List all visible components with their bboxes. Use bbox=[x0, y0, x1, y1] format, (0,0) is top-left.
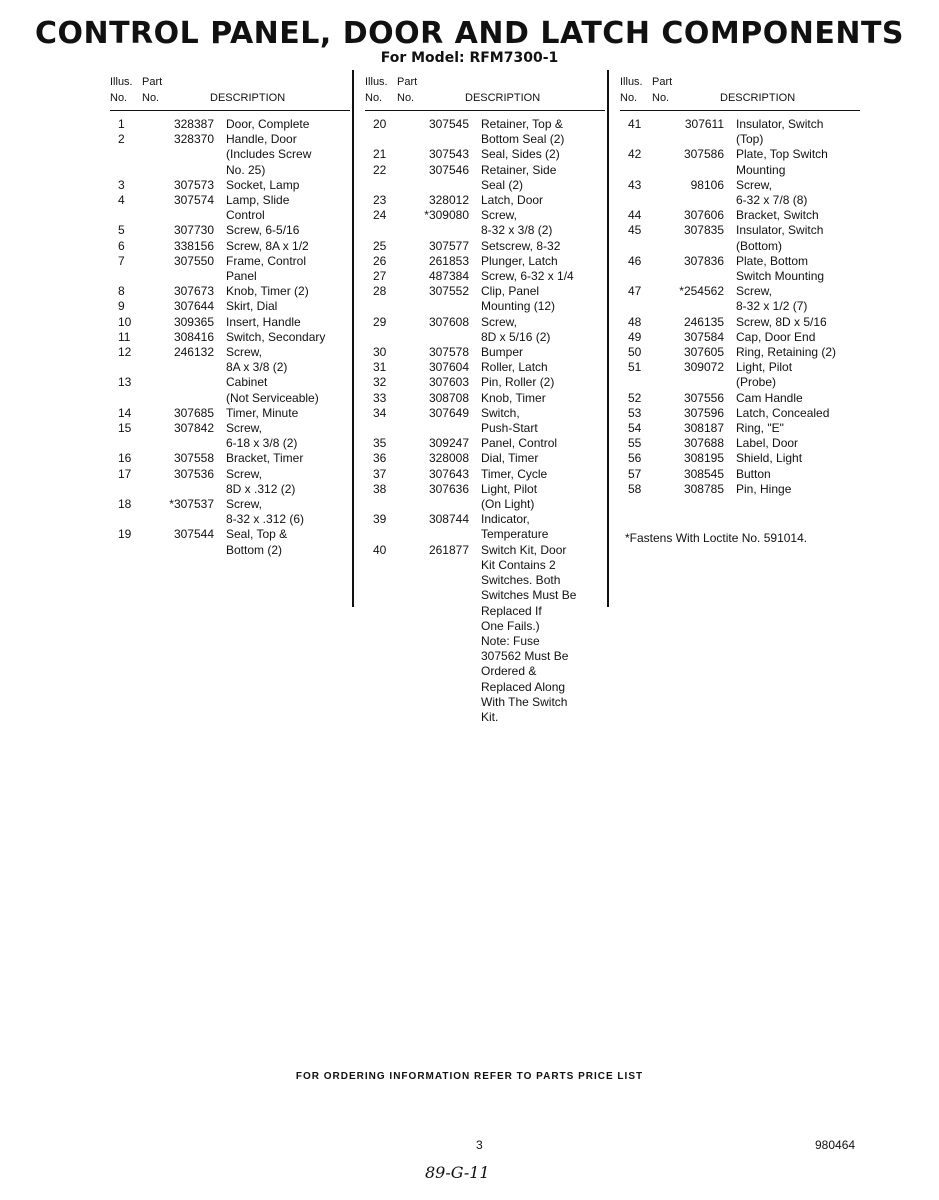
part-number: 307546 bbox=[428, 162, 469, 177]
part-number: 308416 bbox=[173, 329, 214, 344]
illus-number: 56 bbox=[628, 451, 642, 466]
table-row bbox=[620, 178, 860, 208]
part-number: 328370 bbox=[173, 132, 214, 147]
part-description: Retainer, Side Seal (2) bbox=[481, 162, 557, 192]
part-description: Screw, 8D x .312 (2) bbox=[226, 466, 296, 496]
part-number: 307550 bbox=[173, 253, 214, 268]
part-number: 307608 bbox=[428, 314, 469, 329]
illus-number: 7 bbox=[118, 253, 125, 268]
header-illus: Illus. bbox=[620, 76, 643, 88]
part-description: Screw, 8-32 x .312 (6) bbox=[226, 497, 305, 527]
part-description: Screw, 8A x 1/2 bbox=[226, 238, 309, 253]
part-number: 307544 bbox=[173, 527, 214, 542]
part-number: 307606 bbox=[683, 208, 724, 223]
part-number: 307577 bbox=[428, 238, 469, 253]
table-row bbox=[110, 239, 350, 254]
table-row bbox=[110, 330, 350, 345]
part-number: 307836 bbox=[683, 253, 724, 268]
illus-number: 8 bbox=[118, 284, 125, 299]
illus-number: 31 bbox=[373, 360, 387, 375]
part-description: Skirt, Dial bbox=[226, 299, 278, 314]
illus-number: 5 bbox=[118, 223, 125, 238]
table-row bbox=[620, 421, 860, 436]
illus-number: 51 bbox=[628, 360, 642, 375]
part-number: 307835 bbox=[683, 223, 724, 238]
part-number: *309080 bbox=[424, 208, 469, 223]
column-header bbox=[110, 72, 350, 111]
illus-number: 44 bbox=[628, 208, 642, 223]
part-number: 307596 bbox=[683, 405, 724, 420]
part-description: Screw, 6-18 x 3/8 (2) bbox=[226, 421, 298, 451]
parts-rows bbox=[365, 117, 605, 725]
part-number: 309247 bbox=[428, 436, 469, 451]
illus-number: 53 bbox=[628, 405, 642, 420]
table-row bbox=[620, 330, 860, 345]
part-description: Cap, Door End bbox=[736, 329, 816, 344]
illus-number: 23 bbox=[373, 193, 387, 208]
part-number: 307611 bbox=[684, 117, 724, 131]
illus-number: 42 bbox=[628, 147, 642, 162]
part-number: 307673 bbox=[173, 284, 214, 299]
table-row bbox=[620, 360, 860, 390]
part-number: 98106 bbox=[690, 177, 724, 192]
illus-number: 29 bbox=[373, 314, 387, 329]
part-number: 261853 bbox=[428, 253, 469, 268]
illus-number: 17 bbox=[118, 466, 132, 481]
part-number: 309365 bbox=[173, 314, 214, 329]
illus-number: 25 bbox=[373, 238, 387, 253]
page-number: 3 bbox=[476, 1138, 483, 1152]
illus-number: 9 bbox=[118, 299, 125, 314]
part-number: 307688 bbox=[683, 436, 724, 451]
table-row bbox=[110, 421, 350, 451]
part-description: Screw, 6-32 x 1/4 bbox=[481, 269, 574, 284]
part-number: 307574 bbox=[173, 193, 214, 208]
table-row bbox=[620, 406, 860, 421]
part-description: Screw, 8D x 5/16 bbox=[736, 314, 827, 329]
illus-number: 35 bbox=[373, 436, 387, 451]
table-row bbox=[110, 132, 350, 178]
part-number: 328387 bbox=[173, 117, 214, 131]
part-description: Ring, "E" bbox=[736, 421, 784, 436]
table-row bbox=[365, 284, 605, 314]
part-description: Screw, 8A x 3/8 (2) bbox=[226, 345, 288, 375]
illus-number: 16 bbox=[118, 451, 132, 466]
part-description: Plate, Top Switch Mounting bbox=[736, 147, 828, 177]
table-row bbox=[110, 178, 350, 193]
illus-number: 10 bbox=[118, 314, 132, 329]
part-description: Insulator, Switch (Top) bbox=[736, 117, 824, 147]
parts-column-1 bbox=[110, 72, 350, 558]
table-row bbox=[365, 406, 605, 436]
part-description: Seal, Sides (2) bbox=[481, 147, 560, 162]
illus-number: 14 bbox=[118, 405, 132, 420]
part-description: Switch, Secondary bbox=[226, 329, 326, 344]
table-row bbox=[365, 315, 605, 345]
illus-number: 38 bbox=[373, 481, 387, 496]
part-description: Button bbox=[736, 466, 771, 481]
illus-number: 40 bbox=[373, 542, 387, 557]
part-description: Screw, 6-32 x 7/8 (8) bbox=[736, 177, 808, 208]
part-description: Cabinet (Not Serviceable) bbox=[226, 375, 319, 405]
part-number: 246132 bbox=[173, 345, 214, 360]
parts-column-3 bbox=[620, 72, 860, 497]
part-number: 307730 bbox=[173, 223, 214, 238]
table-row bbox=[365, 269, 605, 284]
part-description: Latch, Door bbox=[481, 193, 544, 208]
header-part: Part bbox=[397, 76, 418, 88]
table-row bbox=[620, 284, 860, 314]
table-row bbox=[110, 375, 350, 405]
illus-number: 33 bbox=[373, 390, 387, 405]
part-description: Indicator, Temperature bbox=[481, 512, 549, 542]
part-description: Roller, Latch bbox=[481, 360, 548, 375]
part-description: Light, Pilot (Probe) bbox=[736, 360, 793, 390]
part-description: Bumper bbox=[481, 345, 524, 360]
table-row bbox=[365, 117, 605, 147]
table-row bbox=[110, 406, 350, 421]
table-row bbox=[110, 117, 350, 132]
part-description: Insert, Handle bbox=[226, 314, 301, 329]
illus-number: 46 bbox=[628, 253, 642, 268]
illus-number: 15 bbox=[118, 421, 132, 436]
page-title: CONTROL PANEL, DOOR AND LATCH COMPONENTS bbox=[34, 16, 905, 51]
illus-number: 47 bbox=[628, 284, 642, 299]
illus-number: 27 bbox=[373, 269, 387, 284]
part-description: Switch, Push-Start bbox=[481, 405, 538, 436]
illus-number: 32 bbox=[373, 375, 387, 390]
column-header bbox=[620, 72, 860, 111]
part-number: 487384 bbox=[428, 269, 469, 284]
illus-number: 34 bbox=[373, 405, 387, 420]
table-row bbox=[110, 315, 350, 330]
part-description: Panel, Control bbox=[481, 436, 558, 451]
illus-number: 6 bbox=[118, 238, 125, 253]
header-illus-no: No. bbox=[110, 92, 128, 104]
table-row bbox=[365, 193, 605, 208]
part-description: Ring, Retaining (2) bbox=[736, 345, 837, 360]
table-row bbox=[365, 345, 605, 360]
illus-number: 45 bbox=[628, 223, 642, 238]
header-description: DESCRIPTION bbox=[465, 92, 541, 104]
part-number: 308195 bbox=[683, 451, 724, 466]
illus-number: 52 bbox=[628, 390, 642, 405]
part-description: Dial, Timer bbox=[481, 451, 539, 466]
table-row bbox=[620, 208, 860, 223]
part-description: Cam Handle bbox=[736, 390, 803, 405]
part-number: 307685 bbox=[173, 405, 214, 420]
part-number: *307537 bbox=[169, 497, 214, 512]
part-number: 307649 bbox=[428, 405, 469, 420]
illus-number: 21 bbox=[373, 147, 387, 162]
table-row bbox=[365, 147, 605, 162]
parts-rows bbox=[620, 117, 860, 497]
table-row bbox=[365, 163, 605, 193]
illus-number: 1 bbox=[118, 117, 125, 131]
table-row bbox=[365, 451, 605, 466]
part-description: Handle, Door (Includes Screw No. 25) bbox=[226, 132, 312, 177]
part-number: 307644 bbox=[173, 299, 214, 314]
part-number: 307558 bbox=[173, 451, 214, 466]
part-description: Timer, Cycle bbox=[481, 466, 548, 481]
part-description: Door, Complete bbox=[226, 117, 310, 131]
parts-rows bbox=[110, 117, 350, 558]
table-row bbox=[365, 208, 605, 238]
part-number: 307545 bbox=[428, 117, 469, 131]
part-description: Bracket, Switch bbox=[736, 208, 819, 223]
table-row bbox=[365, 375, 605, 390]
header-illus-no: No. bbox=[365, 92, 383, 104]
part-number: 307552 bbox=[428, 284, 469, 299]
illus-number: 26 bbox=[373, 253, 387, 268]
table-row bbox=[365, 512, 605, 542]
part-description: Latch, Concealed bbox=[736, 405, 830, 420]
illus-number: 41 bbox=[628, 117, 642, 131]
illus-number: 54 bbox=[628, 421, 642, 436]
header-illus: Illus. bbox=[365, 76, 388, 88]
part-number: 307605 bbox=[683, 345, 724, 360]
column-divider bbox=[607, 70, 609, 607]
table-row bbox=[620, 467, 860, 482]
table-row bbox=[110, 284, 350, 299]
part-number: 307543 bbox=[428, 147, 469, 162]
part-description: Switch Kit, Door Kit Contains 2 Switches. Both Switches Must Be Replaced If One Fails.) Note: Fuse 307562 Must Be Ordered & Replaced Along With The Switch Kit. bbox=[481, 542, 577, 724]
table-row bbox=[110, 345, 350, 375]
illus-number: 37 bbox=[373, 466, 387, 481]
table-row bbox=[365, 467, 605, 482]
table-row bbox=[365, 360, 605, 375]
part-number: 328008 bbox=[428, 451, 469, 466]
part-description: Screw, 8D x 5/16 (2) bbox=[481, 314, 551, 344]
illus-number: 20 bbox=[373, 117, 387, 131]
part-number: 308187 bbox=[683, 421, 724, 436]
part-description: Pin, Roller (2) bbox=[481, 375, 555, 390]
illus-number: 12 bbox=[118, 345, 132, 360]
table-row bbox=[620, 345, 860, 360]
part-number: 308744 bbox=[428, 512, 469, 527]
part-description: Insulator, Switch (Bottom) bbox=[736, 223, 824, 253]
part-description: Lamp, Slide Control bbox=[226, 193, 290, 223]
illus-number: 19 bbox=[118, 527, 132, 542]
illus-number: 2 bbox=[118, 132, 125, 147]
table-row bbox=[620, 315, 860, 330]
column-divider bbox=[352, 70, 354, 607]
part-number: 328012 bbox=[428, 193, 469, 208]
part-number: 308785 bbox=[683, 481, 724, 496]
table-row bbox=[620, 391, 860, 406]
header-part-no: No. bbox=[397, 92, 415, 104]
table-row bbox=[110, 497, 350, 527]
part-description: Timer, Minute bbox=[226, 405, 299, 420]
illus-number: 3 bbox=[118, 177, 125, 192]
table-row bbox=[620, 223, 860, 253]
part-description: Setscrew, 8-32 bbox=[481, 238, 561, 253]
part-number: 307573 bbox=[173, 177, 214, 192]
illus-number: 55 bbox=[628, 436, 642, 451]
table-row bbox=[620, 254, 860, 284]
illus-number: 57 bbox=[628, 466, 642, 481]
part-description: Pin, Hinge bbox=[736, 481, 792, 496]
part-description: Screw, 6-5/16 bbox=[226, 223, 300, 238]
header-illus-no: No. bbox=[620, 92, 638, 104]
illus-number: 36 bbox=[373, 451, 387, 466]
footnote: *Fastens With Loctite No. 591014. bbox=[625, 531, 808, 545]
part-number: 307578 bbox=[428, 345, 469, 360]
illus-number: 49 bbox=[628, 329, 642, 344]
table-row bbox=[620, 436, 860, 451]
part-description: Clip, Panel Mounting (12) bbox=[481, 284, 556, 314]
header-description: DESCRIPTION bbox=[210, 92, 286, 104]
illus-number: 30 bbox=[373, 345, 387, 360]
illus-number: 13 bbox=[118, 375, 132, 390]
table-row bbox=[110, 467, 350, 497]
part-number: 307586 bbox=[683, 147, 724, 162]
part-number: 307603 bbox=[428, 375, 469, 390]
part-number: 307842 bbox=[173, 421, 214, 436]
table-row bbox=[110, 254, 350, 284]
part-description: Screw, 8-32 x 3/8 (2) bbox=[481, 208, 553, 238]
part-number: 307636 bbox=[428, 481, 469, 496]
table-row bbox=[620, 451, 860, 466]
part-number: 307556 bbox=[683, 390, 724, 405]
table-row bbox=[365, 543, 605, 725]
table-row bbox=[365, 436, 605, 451]
part-number: 307584 bbox=[683, 329, 724, 344]
header-part-no: No. bbox=[652, 92, 670, 104]
part-number: 246135 bbox=[683, 314, 724, 329]
part-description: Knob, Timer (2) bbox=[226, 284, 309, 299]
model-subtitle: For Model: RFM7300-1 bbox=[380, 50, 559, 66]
header-part: Part bbox=[652, 76, 673, 88]
table-row bbox=[110, 193, 350, 223]
table-row bbox=[110, 223, 350, 238]
illus-number: 50 bbox=[628, 345, 642, 360]
part-description: Socket, Lamp bbox=[226, 177, 300, 192]
part-description: Bracket, Timer bbox=[226, 451, 304, 466]
part-description: Frame, Control Panel bbox=[226, 253, 307, 284]
ordering-footer: FOR ORDERING INFORMATION REFER TO PARTS PRICE LIST bbox=[295, 1071, 644, 1082]
table-row bbox=[365, 482, 605, 512]
illus-number: 24 bbox=[373, 208, 387, 223]
header-illus: Illus. bbox=[110, 76, 133, 88]
table-row bbox=[110, 527, 350, 557]
header-part: Part bbox=[142, 76, 163, 88]
part-number: 338156 bbox=[173, 238, 214, 253]
table-row bbox=[365, 239, 605, 254]
table-row bbox=[620, 117, 860, 147]
part-description: Plate, Bottom Switch Mounting bbox=[736, 253, 825, 284]
illus-number: 58 bbox=[628, 481, 642, 496]
handwritten-note: 89-G-11 bbox=[425, 1163, 490, 1182]
part-number: 261877 bbox=[428, 542, 469, 557]
illus-number: 39 bbox=[373, 512, 387, 527]
part-number: 307643 bbox=[428, 466, 469, 481]
header-part-no: No. bbox=[142, 92, 160, 104]
illus-number: 18 bbox=[118, 497, 132, 512]
part-description: Retainer, Top & Bottom Seal (2) bbox=[481, 117, 565, 147]
part-number: *254562 bbox=[679, 284, 724, 299]
table-row bbox=[620, 147, 860, 177]
part-description: Light, Pilot (On Light) bbox=[481, 481, 538, 512]
part-number: 309072 bbox=[683, 360, 724, 375]
part-description: Seal, Top & Bottom (2) bbox=[226, 527, 288, 557]
part-number: 308708 bbox=[428, 390, 469, 405]
table-row bbox=[110, 299, 350, 314]
table-row bbox=[110, 451, 350, 466]
part-number: 307536 bbox=[173, 466, 214, 481]
illus-number: 48 bbox=[628, 314, 642, 329]
column-header bbox=[365, 72, 605, 111]
part-description: Screw, 8-32 x 1/2 (7) bbox=[736, 284, 808, 314]
part-description: Plunger, Latch bbox=[481, 253, 558, 268]
illus-number: 22 bbox=[373, 162, 387, 177]
illus-number: 28 bbox=[373, 284, 387, 299]
part-description: Shield, Light bbox=[736, 451, 803, 466]
table-row bbox=[620, 482, 860, 497]
illus-number: 43 bbox=[628, 177, 642, 192]
illus-number: 4 bbox=[118, 193, 125, 208]
table-row bbox=[365, 391, 605, 406]
header-description: DESCRIPTION bbox=[720, 92, 796, 104]
part-description: Knob, Timer bbox=[481, 390, 546, 405]
table-row bbox=[365, 254, 605, 269]
part-description: Label, Door bbox=[736, 436, 799, 451]
part-number: 308545 bbox=[683, 466, 724, 481]
illus-number: 11 bbox=[118, 329, 131, 344]
part-number: 307604 bbox=[428, 360, 469, 375]
document-number: 980464 bbox=[815, 1138, 856, 1152]
parts-column-2 bbox=[365, 72, 605, 725]
